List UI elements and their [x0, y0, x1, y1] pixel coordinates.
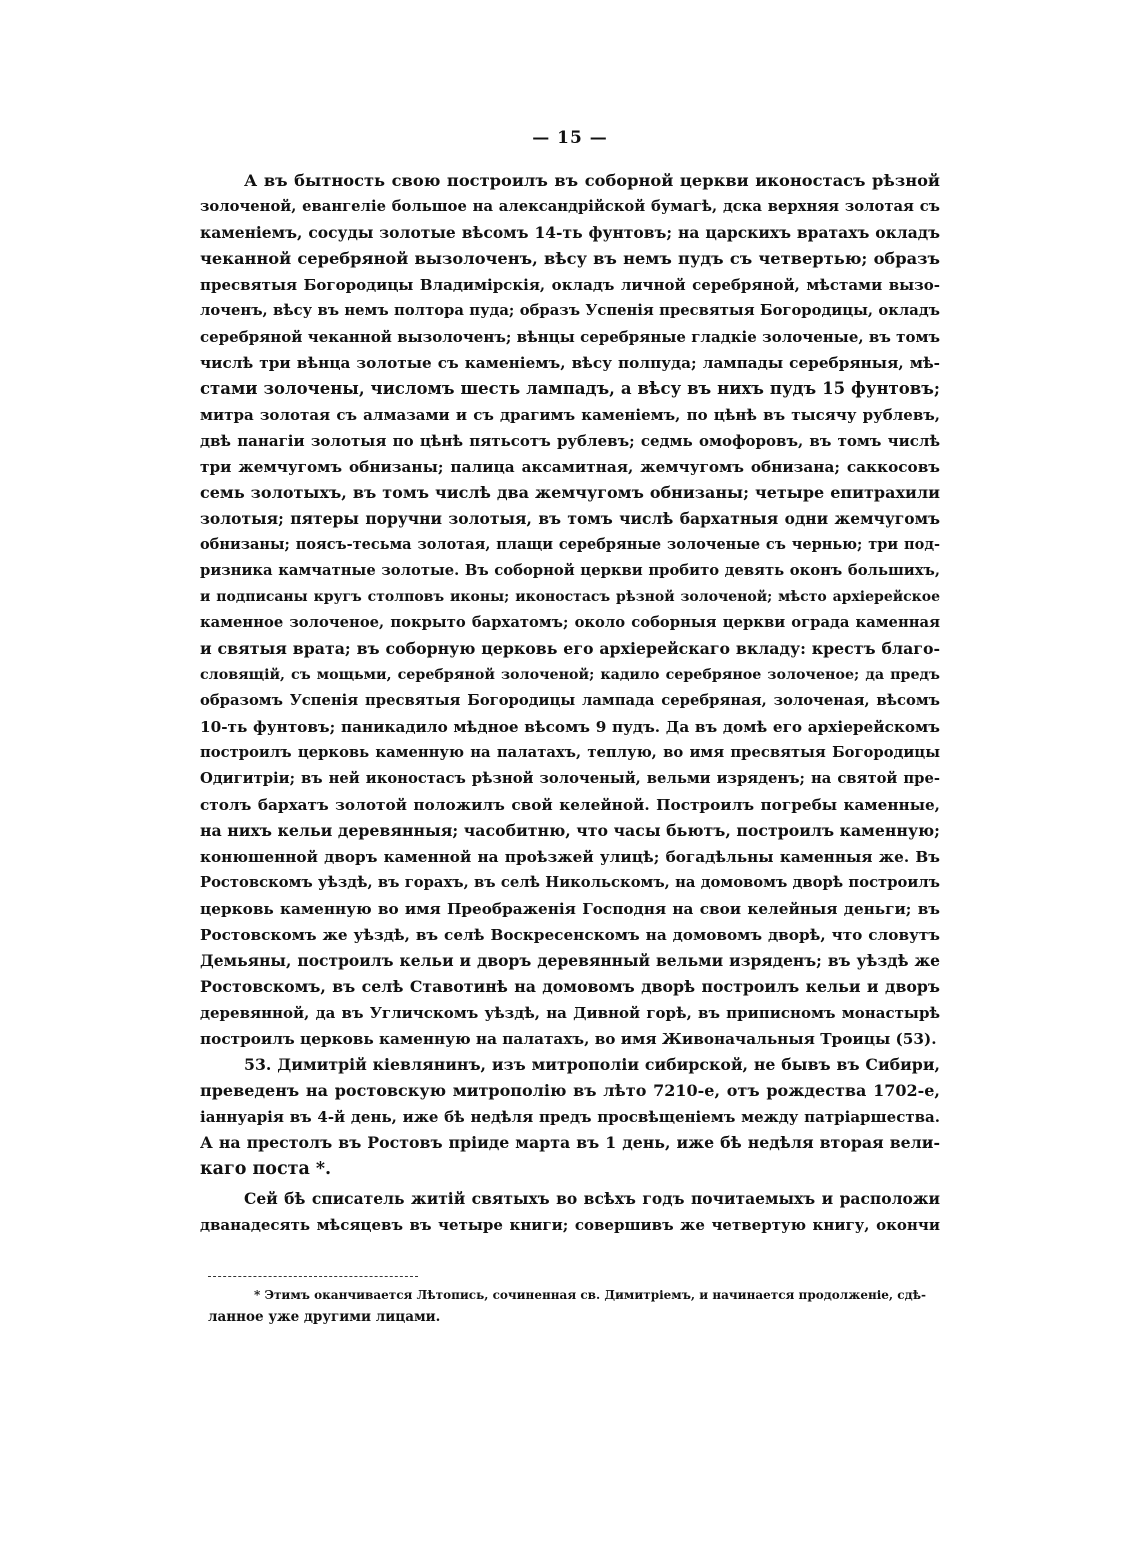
text-line: дванадесять мѣсяцевъ въ четыре книги; совершивъ же четвертую книгу, окончи: [200, 1216, 940, 1234]
text-line: столъ бархатъ золотой положилъ свой келейной. Построилъ погребы каменные,: [200, 796, 940, 814]
text-line: Ростовскомъ, въ селѣ Ставотинѣ на домовомъ дворѣ построилъ кельи и дворъ: [200, 977, 940, 996]
text-line: каго поста *.: [200, 1159, 332, 1179]
text-line: ризника камчатные золотые. Въ соборной церкви пробито девять оконъ большихъ,: [200, 562, 940, 579]
body-text: [200, 168, 940, 1238]
text-line: пресвятыя Богородицы Владимірскія, окладъ личной серебряной, мѣстами вызо-: [200, 276, 940, 294]
text-line: конюшенной дворъ каменной на проѣзжей улицѣ; богадѣльны каменныя же. Въ: [200, 848, 940, 866]
text-line: митра золотая съ алмазами и съ драгимъ каменіемъ, по цѣнѣ въ тысячу рублевъ,: [200, 406, 940, 424]
text-line: іаннуарія въ 4-й день, иже бѣ недѣля предъ просвѣщеніемъ между патріаршества.: [200, 1108, 940, 1126]
text-line: обнизаны; поясъ-тесьма золотая, плащи серебряные золоченые съ чернью; три под-: [200, 536, 940, 553]
text-line: стами золочены, числомъ шесть лампадъ, а вѣсу въ нихъ пудъ 15 фунтовъ;: [200, 379, 940, 398]
text-line: преведенъ на ростовскую митрополію въ лѣто 7210-е, отъ рождества 1702-е,: [200, 1081, 940, 1100]
text-line: двѣ панагіи золотыя по цѣнѣ пятьсотъ рублевъ; седмь омофоровъ, въ томъ числѣ: [200, 432, 940, 450]
text-line: Ростовскомъ же уѣздѣ, въ селѣ Воскресенскомъ на домовомъ дворѣ, что словутъ: [200, 926, 940, 944]
text-line: и святыя врата; въ соборную церковь его архіерейскаго вкладу: крестъ благо-: [200, 639, 940, 658]
text-line: лоченъ, вѣсу въ немъ полтора пуда; образъ Успенія пресвятыя Богородицы, окладъ: [200, 302, 940, 319]
text-line: построилъ церковь каменную на палатахъ, теплую, во имя пресвятыя Богородицы: [200, 744, 940, 761]
text-line: 10-ть фунтовъ; паникадило мѣдное вѣсомъ 9 пудъ. Да въ домѣ его архіерейскомъ: [200, 718, 940, 736]
text-line: золотыя; пятеры поручни золотыя, въ томъ числѣ бархатныя одни жемчугомъ: [200, 509, 940, 528]
text-line: и подписаны кругъ столповъ иконы; иконостасъ рѣзной золоченой; мѣсто архіерейское: [200, 589, 940, 605]
text-line: Сей бѣ списатель житій святыхъ во всѣхъ годъ почитаемыхъ и расположи: [244, 1189, 940, 1208]
text-line: 53. Димитрій кіевлянинъ, изъ митрополіи сибирской, не бывъ въ Сибири,: [244, 1055, 940, 1074]
footnote-line: * Этимъ оканчивается Лѣтопись, сочиненная св. Димитріемъ, и начинается продолженіе, сдѣ-: [254, 1288, 927, 1302]
text-line: каменное золоченое, покрыто бархатомъ; около соборныя церкви ограда каменная: [200, 614, 940, 631]
text-line: три жемчугомъ обнизаны; палица аксамитная, жемчугомъ обнизана; саккосовъ: [200, 458, 940, 476]
text-line: А на престолъ въ Ростовъ пріиде марта въ 1 день, иже бѣ недѣля вторая вели-: [200, 1133, 940, 1152]
text-line: Одигитріи; въ ней иконостасъ рѣзной золоченый, вельми изряденъ; на святой пре-: [200, 770, 940, 787]
text-line: словящій, съ мощьми, серебряной золоченой; кадило серебряное золоченое; да предъ: [200, 667, 940, 683]
text-line: Ростовскомъ уѣздѣ, въ горахъ, въ селѣ Никольскомъ, на домовомъ дворѣ построилъ: [200, 874, 940, 891]
text-line: чеканной серебряной вызолоченъ, вѣсу въ немъ пудъ съ четвертью; образъ: [200, 249, 940, 268]
text-line: золоченой, евангеліе большое на александрійской бумагѣ, дска верхняя золотая съ: [200, 198, 940, 215]
page-number: — 15 —: [532, 128, 608, 148]
footnote-line: ланное уже другими лицами.: [208, 1309, 441, 1325]
text-line: семь золотыхъ, въ томъ числѣ два жемчугомъ обнизаны; четыре епитрахили: [200, 483, 940, 502]
text-line: церковь каменную во имя Преображенія Господня на свои келейныя деньги; въ: [200, 900, 940, 918]
text-line: построилъ церковь каменную на палатахъ, во имя Живоначальныя Троицы (53).: [200, 1030, 937, 1048]
footnote-divider: [208, 1276, 418, 1277]
text-line: каменіемъ, сосуды золотые вѣсомъ 14-ть фунтовъ; на царскихъ вратахъ окладъ: [200, 223, 940, 242]
text-line: серебряной чеканной вызолоченъ; вѣнцы серебряные гладкіе золоченые, въ томъ: [200, 328, 940, 346]
text-line: деревянной, да въ Угличскомъ уѣздѣ, на Дивной горѣ, въ приписномъ монастырѣ: [200, 1004, 940, 1022]
text-line: на нихъ кельи деревянныя; часобитню, что часы бьютъ, построилъ каменную;: [200, 821, 940, 840]
text-line: А въ бытность свою построилъ въ соборной церкви иконостасъ рѣзной: [244, 171, 940, 190]
text-line: Демьяны, построилъ кельи и дворъ деревянный вельми изряденъ; въ уѣздѣ же: [200, 951, 940, 970]
footnote: [208, 1284, 940, 1328]
text-line: числѣ три вѣнца золотые съ каменіемъ, вѣсу полпуда; лампады серебряныя, мѣ-: [200, 354, 940, 372]
text-line: образомъ Успенія пресвятыя Богородицы лампада серебряная, золоченая, вѣсомъ: [200, 692, 940, 709]
